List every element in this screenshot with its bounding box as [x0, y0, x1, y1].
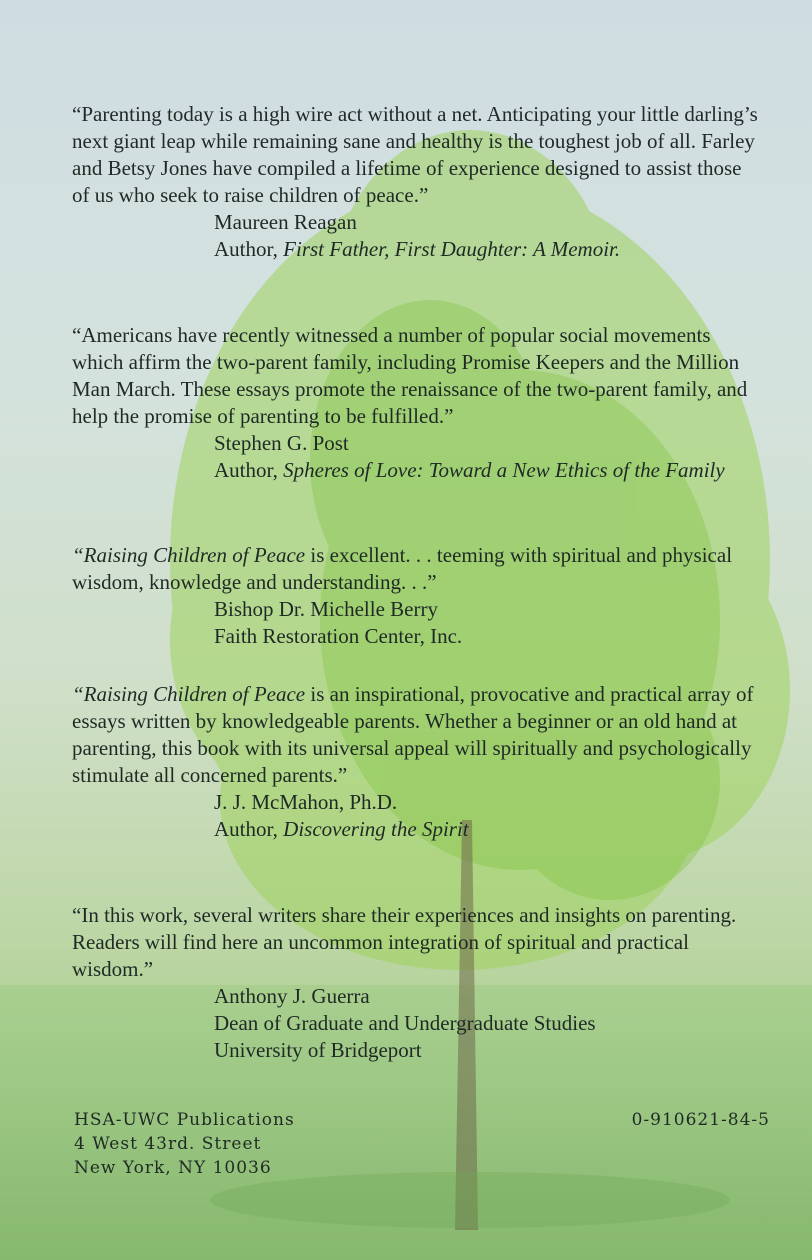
book-title: Spheres of Love: Toward a New Ethics of the Family	[283, 458, 725, 482]
author-role	[214, 236, 762, 263]
attribution	[214, 209, 762, 263]
testimonial-3	[72, 542, 762, 650]
author-name: J. J. McMahon, Ph.D.	[214, 790, 398, 814]
author-name: Stephen G. Post	[214, 431, 349, 455]
quote-text	[72, 681, 762, 789]
attribution	[214, 430, 762, 484]
attribution	[214, 983, 762, 1064]
publisher-address	[74, 1108, 295, 1180]
book-title: Discovering the Spirit	[283, 817, 469, 841]
attribution	[214, 789, 762, 843]
testimonial-4	[72, 681, 762, 843]
quote-text	[72, 542, 762, 596]
author-affiliation: Dean of Graduate and Undergraduate Studies	[214, 1011, 596, 1035]
quote-body: is an inspirational, provocative and practical array of essays written by knowledgeable parents. Whether a beginner or an old hand at parenting, this book with its universal appeal will spiritually and psychologically stimulate all concerned parents.”	[72, 682, 754, 787]
isbn-number: 0-910621-84-5	[631, 1110, 770, 1130]
book-title: “Raising Children of Peace	[72, 682, 306, 706]
author-affiliation: Faith Restoration Center, Inc.	[214, 624, 463, 648]
quote-text: “In this work, several writers share their experiences and insights on parenting. Readers will find here an uncommon integration of spiritual and practical wisdom.”	[72, 903, 737, 981]
book-title: “Raising Children of Peace	[72, 543, 306, 567]
author-role	[214, 816, 762, 843]
author-role	[214, 457, 762, 484]
publisher-street: 4 West 43rd. Street	[74, 1134, 262, 1154]
publisher-city: New York, NY 10036	[74, 1158, 272, 1178]
book-title: First Father, First Daughter: A Memoir.	[283, 237, 621, 261]
quote-text: “Parenting today is a high wire act without a net. Anticipating your little darling’s next giant leap while remaining sane and healthy is the toughest job of all. Farley and Betsy Jones have compiled a lifetime of experience designed to assist those of us who seek to raise children of peace.”	[72, 102, 758, 207]
quote-text: “Americans have recently witnessed a number of popular social movements which affirm the two-parent family, including Promise Keepers and the Million Man March. These essays promote the renaissance of the two-parent family, and help the promise of parenting to be fulfilled.”	[72, 323, 748, 428]
author-name: Maureen Reagan	[214, 210, 357, 234]
testimonial-1	[72, 101, 762, 263]
role-prefix: Author,	[214, 817, 278, 841]
author-affiliation-2: University of Bridgeport	[214, 1038, 422, 1062]
role-prefix: Author,	[214, 458, 278, 482]
author-name: Bishop Dr. Michelle Berry	[214, 597, 438, 621]
quote-body: is excellent. . . teeming with spiritual and physical wisdom, knowledge and understanding. . .”	[72, 543, 733, 594]
author-name: Anthony J. Guerra	[214, 984, 370, 1008]
testimonial-5	[72, 902, 762, 1064]
role-prefix: Author,	[214, 237, 278, 261]
testimonial-2	[72, 322, 762, 484]
attribution	[214, 596, 762, 650]
publisher-name: HSA-UWC Publications	[74, 1110, 295, 1130]
